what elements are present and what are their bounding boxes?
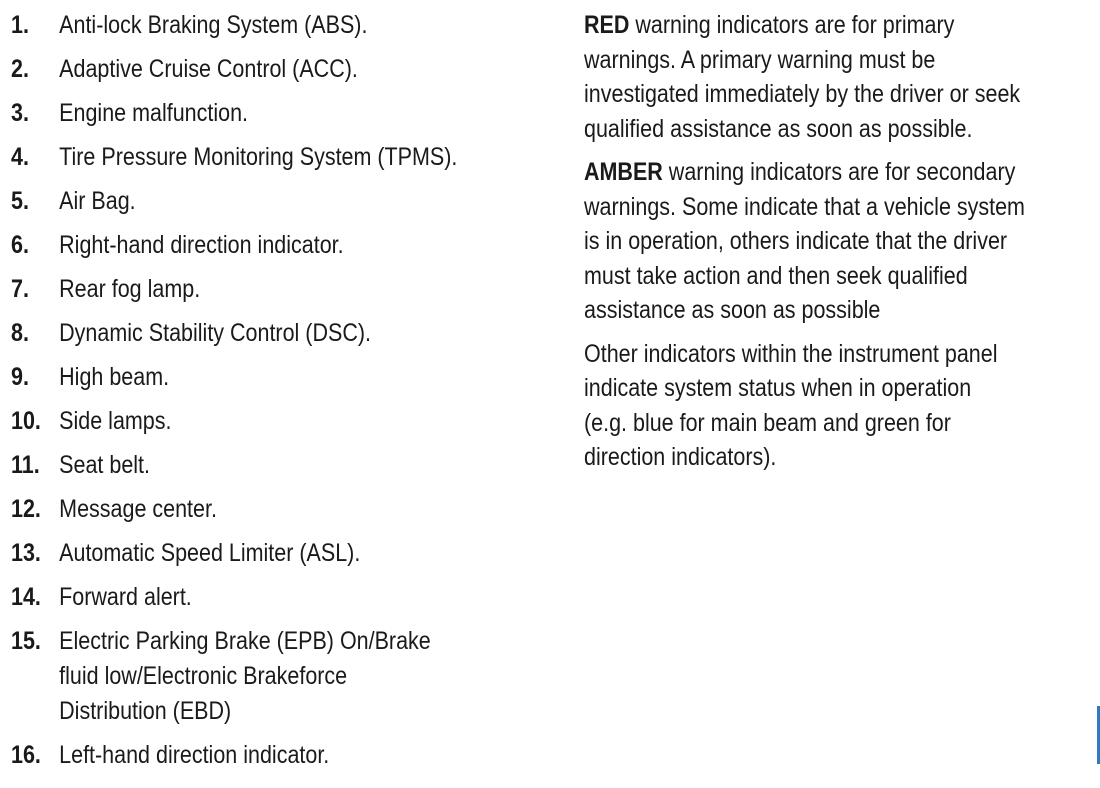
item-number: 3. bbox=[11, 99, 29, 127]
red-description: warning indicators are for primary warnings. A primary warning must be investigated immediately by the driver or seek qualified assistance as soon as possible. bbox=[584, 11, 1021, 143]
list-item bbox=[11, 316, 544, 351]
item-number: 2. bbox=[11, 55, 29, 83]
item-text: Tire Pressure Monitoring System (TPMS). bbox=[59, 143, 458, 171]
item-text: Automatic Speed Limiter (ASL). bbox=[59, 539, 361, 567]
list-item bbox=[11, 492, 544, 527]
item-text: Right-hand direction indicator. bbox=[59, 231, 344, 259]
item-number: 8. bbox=[11, 319, 29, 347]
item-number: 10. bbox=[11, 407, 41, 435]
item-text: Forward alert. bbox=[59, 583, 192, 611]
list-item bbox=[11, 8, 544, 43]
indicator-legend-column bbox=[11, 8, 551, 782]
item-text: Electric Parking Brake (EPB) On/Brake fluid low/Electronic Brakeforce Distribution (EBD) bbox=[59, 627, 431, 725]
list-item bbox=[11, 272, 544, 307]
item-text: Rear fog lamp. bbox=[59, 275, 201, 303]
item-number: 15. bbox=[11, 627, 41, 655]
item-number: 12. bbox=[11, 495, 41, 523]
other-description: Other indicators within the instrument panel indicate system status when in operation (e.g. blue for main beam and green for direction indicators). bbox=[584, 339, 998, 471]
list-item bbox=[11, 96, 544, 131]
item-number: 11. bbox=[11, 451, 40, 479]
item-text: Side lamps. bbox=[59, 407, 172, 435]
list-item bbox=[11, 360, 544, 395]
item-number: 4. bbox=[11, 143, 29, 171]
item-text: Seat belt. bbox=[59, 451, 151, 479]
item-number: 9. bbox=[11, 363, 29, 391]
item-number: 16. bbox=[11, 741, 41, 769]
item-text: Air Bag. bbox=[59, 187, 136, 215]
list-item bbox=[11, 580, 544, 615]
item-text: Message center. bbox=[59, 495, 217, 523]
red-label: RED bbox=[584, 11, 630, 39]
item-number: 7. bbox=[11, 275, 29, 303]
item-number: 14. bbox=[11, 583, 41, 611]
amber-warning-paragraph bbox=[584, 155, 1096, 328]
list-item bbox=[11, 448, 544, 483]
item-text: Engine malfunction. bbox=[59, 99, 249, 127]
list-item bbox=[11, 228, 544, 263]
list-item bbox=[11, 624, 544, 729]
list-item bbox=[11, 184, 544, 219]
warning-explanation-column bbox=[584, 8, 1096, 484]
item-number: 6. bbox=[11, 231, 29, 259]
list-item bbox=[11, 404, 544, 439]
item-text: High beam. bbox=[59, 363, 170, 391]
list-item bbox=[11, 52, 544, 87]
item-number: 1. bbox=[11, 11, 29, 39]
amber-label: AMBER bbox=[584, 158, 663, 186]
list-item bbox=[11, 536, 544, 571]
list-item bbox=[11, 140, 544, 175]
item-text: Anti-lock Braking System (ABS). bbox=[59, 11, 368, 39]
red-warning-paragraph bbox=[584, 8, 1096, 146]
item-number: 13. bbox=[11, 539, 41, 567]
item-text: Dynamic Stability Control (DSC). bbox=[59, 319, 371, 347]
item-text: Left-hand direction indicator. bbox=[59, 741, 330, 769]
other-indicators-paragraph bbox=[584, 337, 1096, 475]
item-text: Adaptive Cruise Control (ACC). bbox=[59, 55, 358, 83]
amber-description: warning indicators are for secondary warnings. Some indicate that a vehicle system is in operation, others indicate that the driver must take action and then seek qualified assistance as soon as possible bbox=[584, 158, 1025, 324]
item-number: 5. bbox=[11, 187, 29, 215]
indicator-legend-list bbox=[11, 8, 551, 773]
list-item bbox=[11, 738, 544, 773]
